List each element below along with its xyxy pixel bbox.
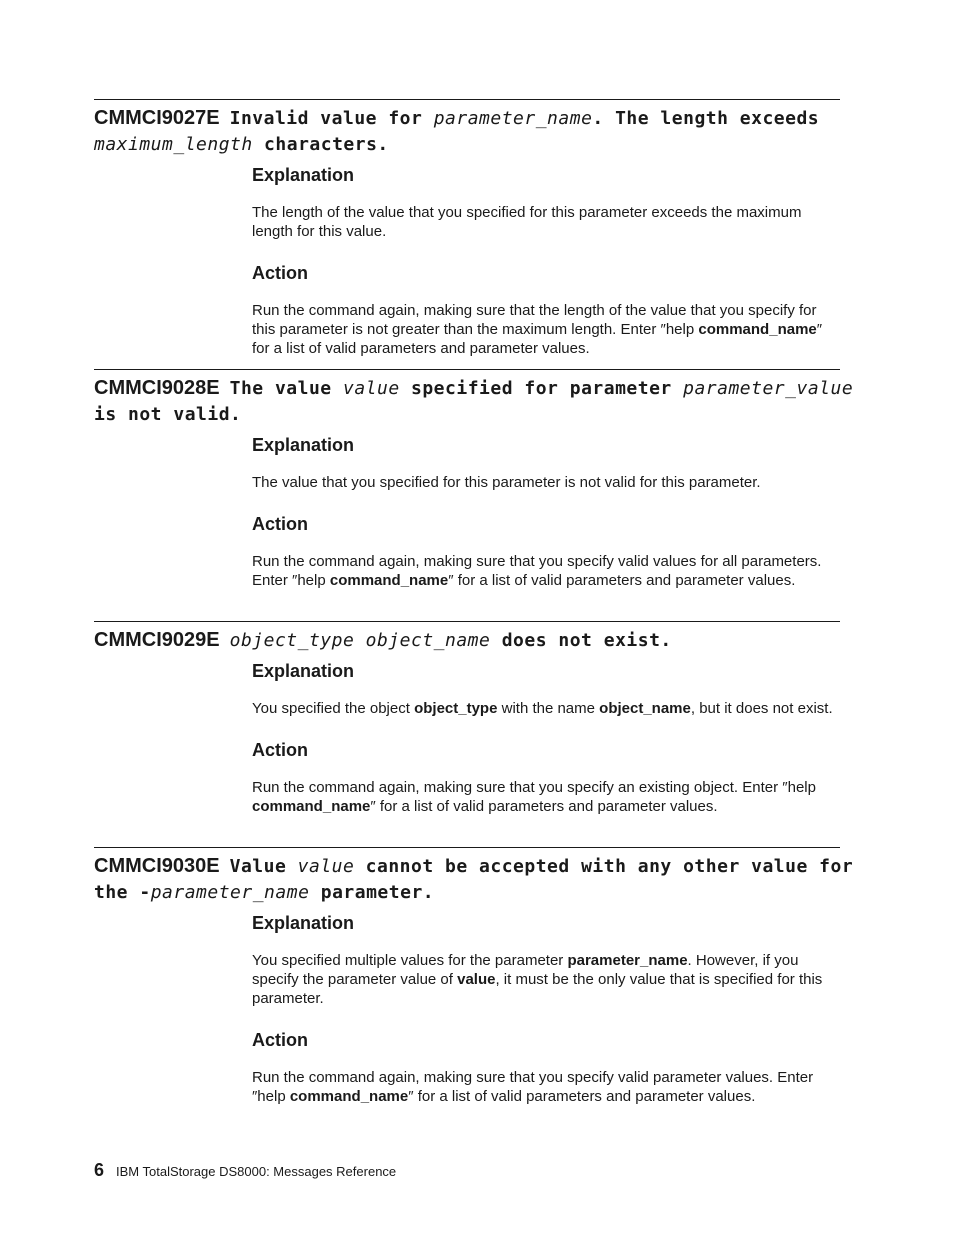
message-cmmci9030e [94, 847, 854, 1106]
title-text: specified for parameter [399, 378, 684, 399]
explanation-segment: The value that you specified for this parameter is not valid for this parameter. [252, 474, 761, 491]
explanation-variable: object_name [599, 700, 691, 717]
title-text: Invalid value for [229, 108, 434, 129]
title-text: . The length exceeds [592, 108, 820, 129]
action-segment: Run the command again, making sure that the length of the value that you specify for this parameter is not greater than the maximum length. Enter ″help [252, 302, 817, 338]
action-heading: Action [252, 263, 308, 283]
message-body [252, 434, 840, 590]
action-segment: ″ for a list of valid parameters and parameter values. [370, 798, 718, 815]
title-variable: parameter_name [150, 882, 310, 903]
title-variable: parameter_value [683, 378, 854, 399]
explanation-variable: value [457, 971, 496, 988]
page-number: 6 [94, 1160, 105, 1180]
explanation-segment: , but it does not exist. [690, 700, 833, 717]
message-code: CMMCI9030E [94, 855, 220, 877]
message-title [94, 100, 840, 158]
explanation-heading: Explanation [252, 435, 355, 455]
title-variable: value [342, 378, 400, 399]
message-title [94, 370, 854, 428]
action-text [252, 552, 840, 590]
page-footer [94, 1160, 396, 1181]
book-title: IBM TotalStorage DS8000: Messages Reference [116, 1164, 397, 1179]
message-body [252, 660, 840, 816]
explanation-variable: object_type [414, 700, 498, 717]
action-segment: ″ for a list of valid parameters and parameter values. [252, 321, 823, 357]
explanation-heading: Explanation [252, 661, 355, 681]
title-variable: object_type object_name [229, 630, 491, 651]
explanation-segment: The length of the value that you specified for this parameter exceeds the maximum length for this value. [252, 204, 802, 240]
explanation-text [252, 699, 840, 718]
title-text: is not valid. [94, 404, 242, 425]
action-variable: command_name [252, 798, 371, 815]
message-cmmci9028e [94, 369, 854, 590]
title-variable: parameter_name [433, 108, 593, 129]
action-segment: Run the command again, making sure that you specify valid parameter values. Enter ″help [252, 1069, 814, 1105]
message-cmmci9027e [94, 99, 840, 358]
action-text [252, 778, 840, 816]
title-text: cannot be accepted with any other value for [354, 856, 854, 877]
action-segment: Run the command again, making sure that you specify valid values for all parameters. Enter ″help [252, 553, 822, 589]
title-text: parameter. [309, 882, 435, 903]
message-title [94, 848, 854, 906]
title-text: does not exist. [490, 630, 672, 651]
explanation-segment: You specified the object [252, 700, 415, 717]
explanation-segment: , it must be the only value that is specified for this parameter. [252, 971, 823, 1007]
explanation-heading: Explanation [252, 913, 355, 933]
message-code: CMMCI9027E [94, 107, 220, 129]
action-segment: Run the command again, making sure that you specify an existing object. Enter ″help [252, 779, 816, 796]
message-body [252, 164, 840, 358]
message-code: CMMCI9028E [94, 377, 220, 399]
message-title [94, 622, 840, 654]
action-segment: ″ for a list of valid parameters and parameter values. [448, 572, 796, 589]
action-heading: Action [252, 740, 308, 760]
message-code: CMMCI9029E [94, 629, 220, 651]
explanation-segment: You specified multiple values for the parameter [252, 952, 568, 969]
explanation-variable: parameter_name [567, 952, 688, 969]
message-cmmci9029e [94, 621, 840, 816]
action-text [252, 1068, 840, 1106]
explanation-text [252, 473, 840, 492]
message-body [252, 912, 840, 1106]
action-heading: Action [252, 1030, 308, 1050]
action-variable: command_name [698, 321, 817, 338]
explanation-text [252, 951, 840, 1008]
action-segment: ″ for a list of valid parameters and parameter values. [408, 1088, 756, 1105]
title-variable: value [297, 856, 355, 877]
action-variable: command_name [289, 1088, 409, 1105]
explanation-segment: . However, if you specify the parameter value of [252, 952, 799, 988]
explanation-heading: Explanation [252, 165, 355, 185]
explanation-segment: with the name [497, 700, 600, 717]
title-variable: maximum_length [94, 134, 253, 155]
action-text [252, 301, 840, 358]
title-text: The value [229, 378, 343, 399]
action-heading: Action [252, 514, 308, 534]
title-text: characters. [252, 134, 389, 155]
action-variable: command_name [329, 572, 449, 589]
title-text: the - [94, 882, 151, 903]
title-text: Value [229, 856, 298, 877]
explanation-text [252, 203, 840, 241]
